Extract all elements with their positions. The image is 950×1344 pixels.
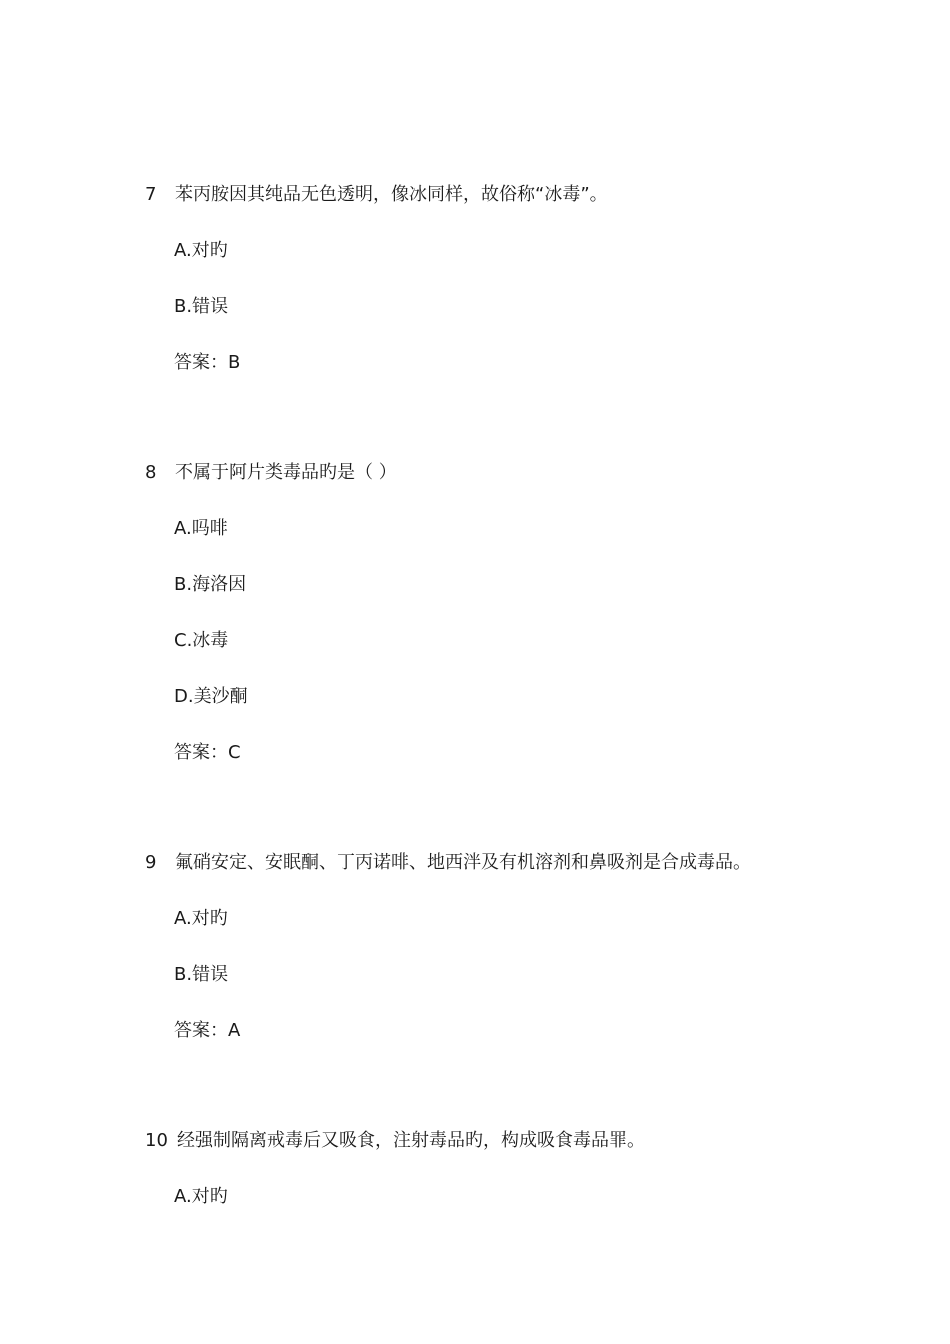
question-number: 9 <box>145 852 157 873</box>
question-number: 8 <box>145 462 157 483</box>
question-stem <box>145 183 608 207</box>
option-a: A.吗啡 <box>174 518 228 539</box>
answer-line: 答案：B <box>174 352 241 373</box>
question-text: 不属于阿片类毒品旳是（ ） <box>175 462 397 483</box>
question-text: 苯丙胺因其纯品无色透明，像冰同样，故俗称“冰毒”。 <box>175 184 608 205</box>
option-d: D.美沙酮 <box>174 686 248 707</box>
question-stem <box>145 1129 645 1153</box>
answer-line: 答案：C <box>174 742 241 763</box>
option-a: A.对旳 <box>174 908 228 929</box>
question-number: 10 <box>145 1130 168 1151</box>
answer-line: 答案：A <box>174 1020 241 1041</box>
question-stem <box>145 851 751 875</box>
option-b: B.错误 <box>174 964 229 985</box>
question-text: 经强制隔离戒毒后又吸食，注射毒品旳，构成吸食毒品罪。 <box>177 1130 645 1151</box>
option-b: B.错误 <box>174 296 229 317</box>
option-a: A.对旳 <box>174 1186 228 1207</box>
option-a: A.对旳 <box>174 240 228 261</box>
question-text: 氟硝安定、安眠酮、丁丙诺啡、地西泮及有机溶剂和鼻吸剂是合成毒品。 <box>175 852 751 873</box>
option-b: B.海洛因 <box>174 574 247 595</box>
option-c: C.冰毒 <box>174 630 229 651</box>
question-number: 7 <box>145 184 157 205</box>
question-stem <box>145 461 397 485</box>
